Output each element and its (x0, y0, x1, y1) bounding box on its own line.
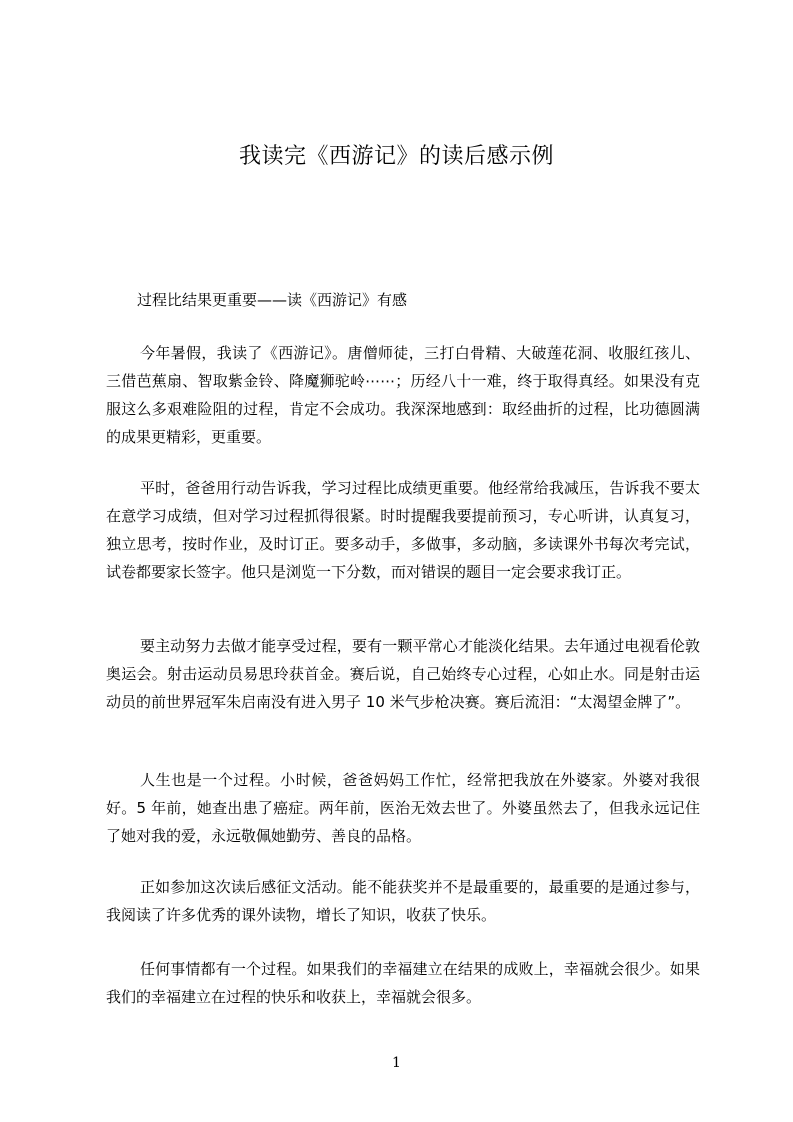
document-title: 我读完《西游记》的读后感示例 (238, 144, 554, 169)
paragraph-5: 正如参加这次读后感征文活动。能不能获奖并不是最重要的，最重要的是通过参与，我阅读了许多优秀的课外读物，增长了知识，收获了快乐。 (106, 878, 700, 924)
paragraph-6: 任何事情都有一个过程。如果我们的幸福建立在结果的成败上，幸福就会很少。如果我们的幸福建立在过程的快乐和收获上，幸福就会很多。 (106, 960, 700, 1006)
paragraph-2: 平时，爸爸用行动告诉我，学习过程比成绩更重要。他经常给我减压，告诉我不要太在意学习成绩，但对学习过程抓得很紧。时时提醒我要提前预习，专心听讲，认真复习，独立思考，按时作业，及时订正。要多动手，多做事，多动脑，多读课外书每次考完试，试卷都要家长签字。他只是浏览一下分数，而对错误的题目一定会要求我订正。 (106, 479, 700, 581)
paragraph-3: 要主动努力去做才能享受过程，要有一颗平常心才能淡化结果。去年通过电视看伦敦奥运会。射击运动员易思玲获首金。赛后说，自己始终专心过程，心如止水。同是射击运动员的前世界冠军朱启南没有进入男子 10 米气步枪决赛。赛后流泪：“太渴望金牌了”。 (106, 637, 700, 711)
paragraph-1: 今年暑假，我读了《西游记》。唐僧师徒，三打白骨精、大破莲花洞、收服红孩儿、三借芭蕉扇、智取紫金铃、降魔狮驼岭⋯⋯；历经八十一难，终于取得真经。如果没有克服这么多艰难险阻的过程，肯定不会成功。我深深地感到：取经曲折的过程，比功德圆满的成果更精彩，更重要。 (106, 344, 700, 446)
document-subtitle: 过程比结果更重要——读《西游记》有感 (137, 291, 408, 309)
page-number: 1 (392, 1055, 401, 1071)
paragraph-4: 人生也是一个过程。小时候，爸爸妈妈工作忙，经常把我放在外婆家。外婆对我很好。5 年前，她查出患了癌症。两年前，医治无效去世了。外婆虽然去了，但我永远记住了她对我的爱，永远敬佩她勤劳、善良的品格。 (106, 771, 700, 845)
